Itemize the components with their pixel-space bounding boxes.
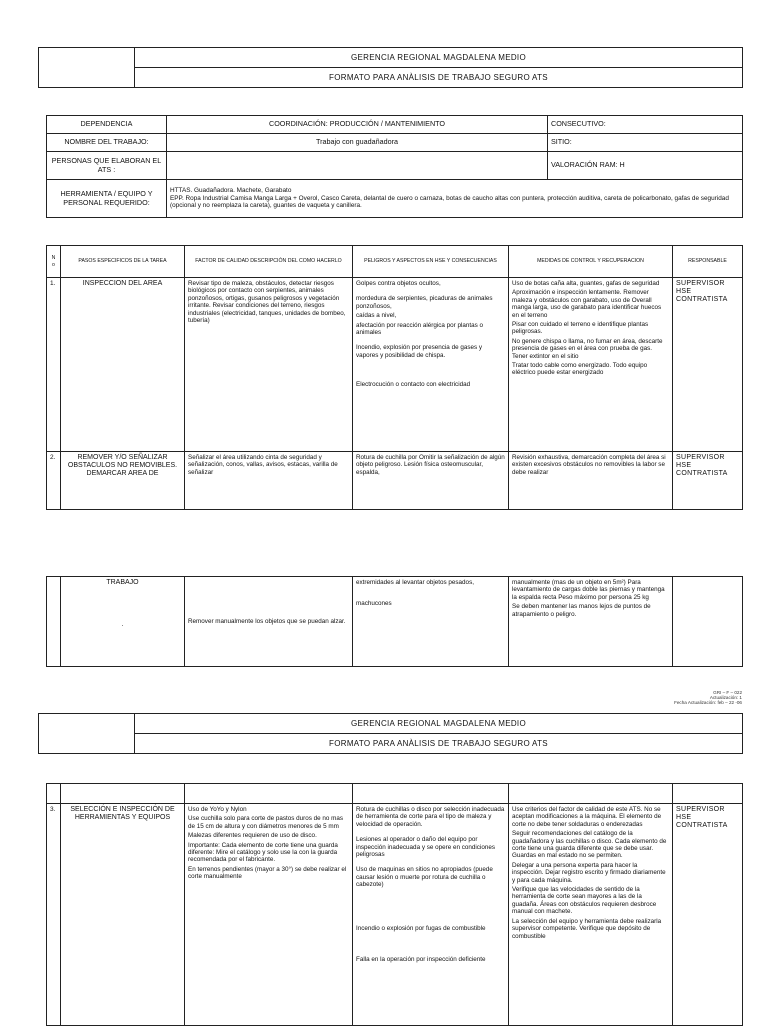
factor-item: Uso de YoYo y Nylon [188, 806, 247, 813]
peligro-item: Incendio o explosión por fugas de combustible [356, 924, 486, 932]
herramienta-value [167, 180, 743, 218]
logo-cell [39, 48, 135, 88]
medida-item: Se deben mantener las manos lejos de puntos de atrapamiento o peligro. [512, 603, 651, 618]
peligro-item: Lesiones al operador o daño del equipo por inspección inadecuada y se opere en condiciones peligrosas [356, 836, 495, 859]
row-responsable: SUPERVISOR HSE CONTRATISTA [673, 278, 743, 452]
row-peligros: Rotura de cuchilla por Omitir la señalización de algún objeto peligroso. Lesión física osteomuscular, espalda, [353, 452, 509, 510]
row-medidas: Revisión exhaustiva, demarcación completa del área si existen excesivos obstáculos no removibles la labor se debe realizar [509, 452, 673, 510]
trabajo-value: Trabajo con guadañadora [167, 134, 548, 152]
col-peligros: PELIGROS Y ASPECTOS EN HSE Y CONSECUENCIAS [353, 246, 509, 278]
peligro-item: machucones [356, 600, 392, 608]
peligro-item: extremidades al levantar objetos pesados, [356, 579, 474, 586]
personas-label: PERSONAS QUE ELABORAN EL ATS : [47, 152, 167, 180]
row-paso: INSPECCION DEL AREA [61, 278, 185, 452]
header-table-1 [38, 47, 743, 88]
ats-table-continuation [46, 576, 743, 667]
medida-item: Uso de botas caña alta, guantes, gafas de seguridad [512, 280, 660, 287]
consecutivo-label: CONSECUTIVO: [548, 116, 743, 134]
row-factor: Señalizar el área utilizando cinta de seguridad y señalización, conos, vallas, avisos, estacas, varilla de señalizar [185, 452, 353, 510]
row-factor: Revisar tipo de maleza, obstáculos, detectar riesgos biológicos por contacto con serpientes, animales ponzoñosos, ortigas, gusanos peligrosos y vegetación irritante. Revisar condiciones del terreno, riesgos industriales (electricidad, tanques, unidades de bombeo, tubería) [185, 278, 353, 452]
peligro-item: mordedura de serpientes, picaduras de animales ponzoñosos, [356, 295, 493, 310]
medida-item: Verifique que las velocidades de sentido de la herramienta de corte sean mayores a las de la guadaña. Áreas con obstáculos requieren desbroce manual con machete. [512, 886, 657, 916]
factor-item: Use cuchilla solo para corte de pastos duros de no mas de 15 cm de altura y con diámetros menores de 5 mm [188, 815, 344, 830]
personas-value [167, 152, 548, 180]
medida-item: Aproximación e inspección lentamente. Remover maleza y obstáculos con garabato, uso de Overall manga larga, uso de garabato para identificar huecos en el terreno [512, 289, 662, 319]
paso-text: TRABAJO [106, 579, 139, 586]
ats-table-1 [46, 245, 743, 510]
col-no: N o [47, 246, 61, 278]
table-row [47, 577, 743, 667]
row-factor: Remover manualmente los objetos que se puedan alzar. [185, 577, 353, 667]
table-row [47, 804, 743, 1026]
header-table-2 [38, 713, 743, 754]
herramienta-line-1: HTTAS. Guadañadora. Machete, Garabato [170, 187, 292, 195]
row-responsable: SUPERVISOR HSE CONTRATISTA [673, 804, 743, 1026]
document-meta [674, 690, 742, 706]
row-number: 2. [47, 452, 61, 510]
factor-item: En terrenos pendientes (mayor a 30°) se debe realizar el corte manualmente [188, 865, 347, 881]
medida-item: La selección del equipo y herramienta debe realizarla supervisor competente. Verifique que depósito de combustible [512, 917, 662, 940]
medida-item: Pisar con cuidado el terreno e identifique plantas peligrosas. [512, 321, 649, 336]
document-version: Actualización: 1 [709, 695, 742, 701]
peligro-item: caídas a nivel, [356, 312, 397, 320]
row-responsable [673, 577, 743, 667]
dependencia-value: COORDINACIÓN: PRODUCCIÓN / MANTENIMIENTO [167, 116, 548, 134]
peligro-item: afectación por reacción alérgica por plantas o animales [356, 321, 484, 337]
peligro-item: Rotura de cuchillas o disco por selección inadecuada de herramienta de corte para el tipo de maleza y velocidad de operación. [356, 806, 505, 828]
table-header-row-empty [47, 784, 743, 804]
factor-item: Malezas diferentes requieren de uso de disco. [188, 832, 317, 840]
peligro-item: Golpes contra objetos ocultos, [356, 280, 441, 287]
dependencia-label: DEPENDENCIA [47, 116, 167, 134]
row-factor [185, 804, 353, 1026]
medida-item: No genere chispa o llama, no fumar en área, descarte presencia de gases en el área con prueba de gas. Tener extintor en el sitio [512, 337, 663, 360]
col-factor: FACTOR DE CALIDAD DESCRIPCIÓN DEL COMO HACERLO [185, 246, 353, 278]
table-row [47, 278, 743, 452]
herramienta-label: HERRAMIENTA / EQUIPO Y PERSONAL REQUERIDO: [47, 180, 167, 218]
format-title: FORMATO PARA ANÀLISIS DE TRABAJO SEGURO ATS [135, 734, 743, 754]
row-medidas [509, 804, 673, 1026]
sitio-label: SITIO: [548, 134, 743, 152]
row-number: 3. [47, 804, 61, 1026]
document-date: Fecha Actualización: feb – 22 -06 [674, 700, 742, 706]
factor-item: Importante: Cada elemento de corte tiene una guarda diferente: Mire el catálogo y solo use la con la guarda recomendada por el fabricante. [188, 841, 338, 864]
document-code: GRI – F – 022 [713, 690, 742, 695]
row-peligros [353, 278, 509, 452]
peligro-item: Electrocución o contacto con electricidad [356, 381, 471, 389]
org-title: GERENCIA REGIONAL MAGDALENA MEDIO [135, 48, 743, 68]
col-pasos: PASOS ESPECIFICOS DE LA TAREA [61, 246, 185, 278]
peligro-item: Uso de maquinas en sitios no apropiados (puede causar lesión o muerte por rotura de cuchilla o cabezote) [356, 866, 493, 889]
medida-item: Use criterios del factor de calidad de este ATS. No se aceptan modificaciones a la máquina. El elemento de corte no debe tener soldaduras o enderezadas [512, 806, 662, 828]
row-medidas [509, 278, 673, 452]
trabajo-label: NOMBRE DEL TRABAJO: [47, 134, 167, 152]
row-peligros [353, 804, 509, 1026]
org-title: GERENCIA REGIONAL MAGDALENA MEDIO [135, 714, 743, 734]
format-title: FORMATO PARA ANÀLISIS DE TRABAJO SEGURO ATS [135, 68, 743, 88]
valoracion-label: VALORACIÓN RAM: H [548, 152, 743, 180]
medida-item: Tratar todo cable como energizado. Todo equipo eléctrico puede estar energizado [512, 362, 648, 377]
medida-item: manualmente (mas de un objeto en 5m²) Para levantamiento de cargas doble las piernas y mantenga la espalda recta Peso máximo por persona 25 kg [512, 579, 665, 601]
ats-table-2 [46, 783, 743, 1026]
medida-item: Seguir recomendaciones del catálogo de la guadañadora y las cuchillas o disco. Cada elemento de corte tiene una guarda diferente que se debe usar. Guardas en mal estado no se permiten. [512, 830, 667, 860]
col-medidas: MEDIDAS DE CONTROL Y RECUPERACION [509, 246, 673, 278]
row-medidas [509, 577, 673, 667]
info-table [46, 115, 743, 218]
col-responsable: RESPONSABLE [673, 246, 743, 278]
row-paso: SELECCIÓN E INSPECCIÓN DE HERRAMIENTAS Y EQUIPOS [61, 804, 185, 1026]
medida-item: Delegar a una persona experta para hacer la inspección. Dejar registro escrito y firmado diariamente y para cada máquina. [512, 861, 666, 884]
paso-dot: . [121, 621, 124, 628]
herramienta-line-2: EPP. Ropa Industrial Camisa Manga Larga + Overol, Casco Careta, delantal de cuero o carnaza, botas de caucho altas con puntera, protección auditiva, careta de policarbonato, gafas de seguridad (opcional y no reemplaza la careta), guantes de vaqueta y canillera. [170, 194, 729, 210]
row-peligros [353, 577, 509, 667]
row-number [47, 577, 61, 667]
row-responsable: SUPERVISOR HSE CONTRATISTA [673, 452, 743, 510]
peligro-item: Incendio, explosión por presencia de gases y vapores y posibilidad de chispa. [356, 344, 483, 359]
table-row [47, 452, 743, 510]
row-number: 1. [47, 278, 61, 452]
logo-cell [39, 714, 135, 754]
row-paso: REMOVER Y/O SEÑALIZAR OBSTACULOS NO REMOVIBLES. DEMARCAR AREA DE [61, 452, 185, 510]
peligro-item: Falla en la operación por inspección deficiente [356, 956, 486, 964]
row-paso [61, 577, 185, 667]
